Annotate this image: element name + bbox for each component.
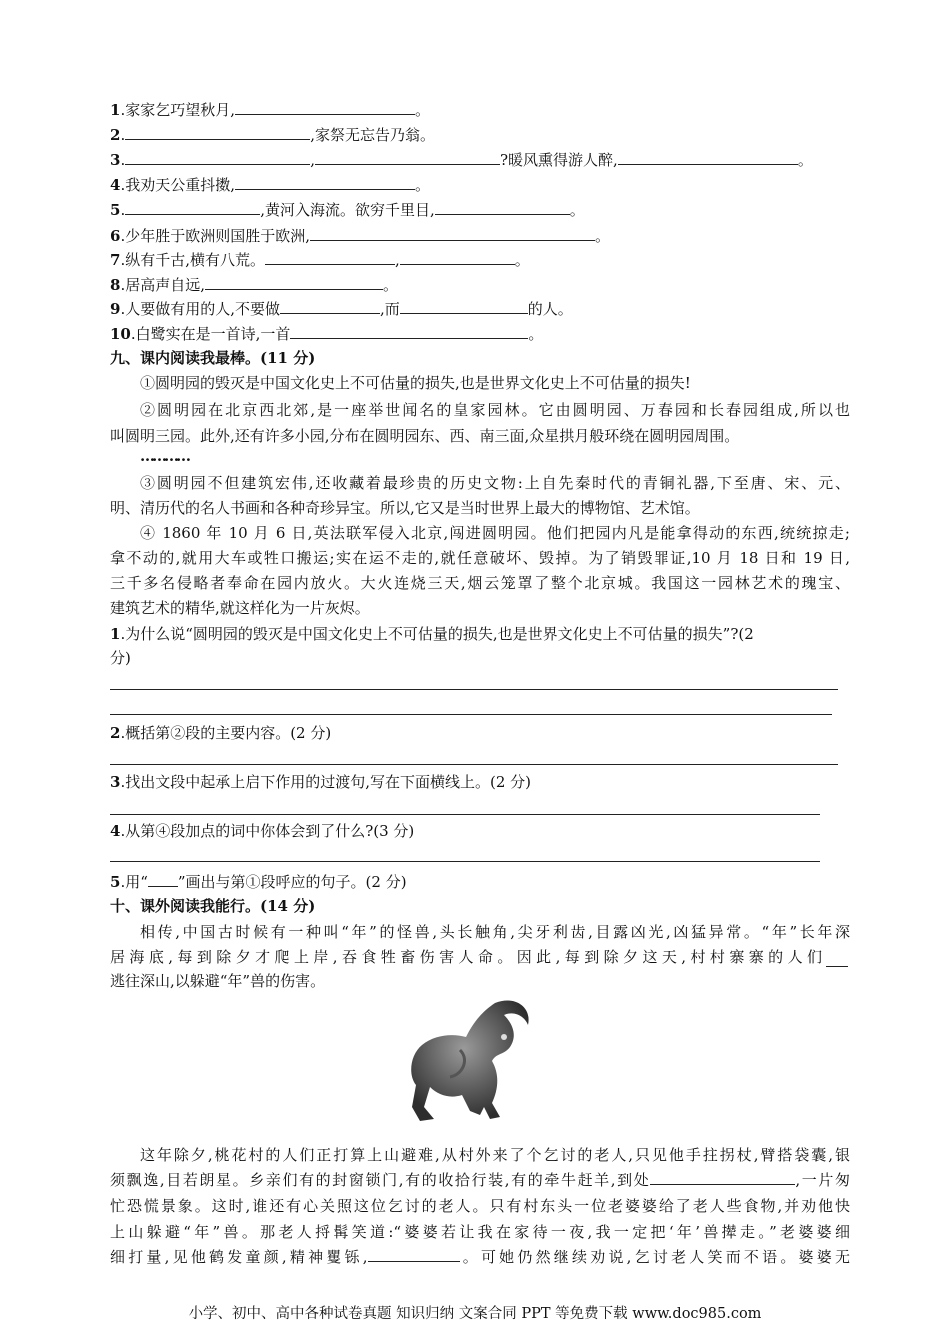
answer-line[interactable] (110, 714, 832, 715)
dotted-word: 放火 (310, 574, 344, 592)
item-text: 的人。 (527, 300, 573, 318)
fill-item-4 (110, 175, 430, 195)
dotted-word: 毁掉 (539, 549, 572, 567)
item-text: 。 (514, 251, 530, 269)
answer-blank[interactable] (125, 200, 260, 215)
item-number: 1 (110, 625, 121, 643)
item-text: , (310, 151, 315, 169)
item-text: .家家乞巧望秋月, (120, 101, 235, 119)
item-text: 。 (797, 151, 813, 169)
answer-blank[interactable] (826, 952, 848, 967)
item-number: 5 (110, 873, 121, 891)
question-5 (110, 872, 407, 892)
dotted-word: 掠走 (812, 524, 845, 542)
item-text: ?暖风熏得游人醉, (500, 151, 618, 169)
text: 。大火连烧三天,烟云笼罩了整个北京城。我国这一园林艺术的瑰宝、 (343, 574, 850, 592)
item-number: 4 (110, 822, 121, 840)
text: 拿不动的,就用大车或牲口 (110, 549, 297, 567)
item-text: .居高声自远, (120, 276, 205, 294)
passage-line: 逃往深山,以躲避“年”兽的伤害。 (110, 972, 326, 990)
fill-item-8 (110, 275, 398, 295)
dotted-word: 闯进 (448, 524, 482, 542)
item-text: . (120, 126, 126, 144)
item-text: .白鹭实在是一首诗,一首 (130, 325, 291, 343)
answer-blank[interactable] (315, 150, 500, 165)
question-text: .概括第②段的主要内容。(2 分) (120, 724, 332, 742)
item-number: 1 (110, 101, 121, 119)
answer-line[interactable] (110, 861, 820, 862)
question-1-cont: 分) (110, 649, 131, 667)
answer-blank[interactable] (280, 299, 380, 314)
fill-item-6 (110, 226, 610, 246)
passage-line (140, 523, 850, 543)
answer-blank[interactable] (235, 100, 415, 115)
dotted-word: 破坏 (489, 549, 523, 567)
text: 。为了销毁罪证,10 月 18 日和 19 日, (571, 549, 850, 567)
answer-blank[interactable] (400, 250, 515, 265)
fill-item-10 (110, 324, 543, 344)
item-number: 5 (110, 201, 121, 219)
item-text: ,家祭无忘告乃翁。 (310, 126, 435, 144)
passage-line (110, 548, 850, 568)
item-text: . (120, 201, 126, 219)
answer-blank[interactable] (435, 200, 570, 215)
text: 须飘逸,目若朗星。乡亲们有的封窗锁门,有的收拾行装,有的牵牛赶羊,到处 (110, 1171, 651, 1189)
answer-blank[interactable] (125, 125, 310, 140)
text: 细打量,见他鹤发童颜,精神矍铄, (110, 1248, 368, 1266)
answer-blank[interactable] (650, 1170, 795, 1185)
nian-beast-illustration (400, 995, 540, 1130)
item-text: . (120, 151, 126, 169)
passage-line: 相传,中国古时候有一种叫“年”的怪兽,头长触角,尖牙利齿,目露凶光,凶猛异常。“年”长年深 (140, 923, 850, 941)
question-text: .找出文段中起承上启下作用的过渡句,写在下面横线上。(2 分) (120, 773, 531, 791)
item-text: ,黄河入海流。欲穷千里目, (260, 201, 435, 219)
passage-line: ②圆明园在北京西北郊,是一座举世闻名的皇家园林。它由圆明园、万春园和长春园组成,所以也 (140, 401, 850, 419)
text: 、 (522, 549, 540, 567)
text: 圆明园。他们把园内凡是能拿得动的东西,统统 (481, 524, 813, 542)
item-number: 4 (110, 176, 121, 194)
answer-line[interactable] (110, 689, 838, 690)
item-number: 6 (110, 227, 121, 245)
item-text: .我劝天公重抖擞, (120, 176, 235, 194)
answer-blank[interactable] (235, 175, 415, 190)
answer-blank[interactable] (368, 1247, 460, 1262)
item-number: 10 (110, 325, 131, 343)
fill-item-5 (110, 200, 585, 220)
fill-item-1 (110, 100, 430, 120)
item-number: 7 (110, 251, 121, 269)
item-text: 。 (569, 201, 585, 219)
item-text: ,而 (379, 300, 400, 318)
item-text: 。 (528, 325, 544, 343)
item-text: 。 (414, 176, 430, 194)
answer-blank[interactable] (290, 324, 528, 339)
text: ,一片匆 (795, 1171, 850, 1189)
passage-line (110, 573, 850, 593)
section-9-heading: 九、课内阅读我最棒。(11 分) (110, 349, 316, 367)
text: 三千多名侵略者奉命在园内 (110, 574, 311, 592)
passage-line: 建筑艺术的精华,就这样化为一片灰烬。 (110, 599, 370, 617)
item-number: 9 (110, 300, 121, 318)
item-text: 。 (594, 227, 610, 245)
item-text: .人要做有用的人,不要做 (120, 300, 280, 318)
question-text: ”画出与第①段呼应的句子。(2 分) (177, 873, 407, 891)
section-10-heading: 十、课外阅读我能行。(14 分) (110, 897, 316, 915)
question-text: .用“ (120, 873, 148, 891)
item-number: 2 (110, 724, 121, 742)
item-text: 。 (414, 101, 430, 119)
dotted-word: 搬运 (296, 549, 330, 567)
fill-item-7 (110, 250, 530, 270)
answer-blank[interactable] (400, 299, 528, 314)
answer-blank[interactable] (125, 150, 310, 165)
answer-blank[interactable] (310, 226, 595, 241)
answer-blank[interactable] (618, 150, 798, 165)
passage-line: ③圆明园不但建筑宏伟,还收藏着最珍贵的历史文物:上自先秦时代的青铜礼器,下至唐、宋、元、 (140, 474, 850, 492)
footer-text: 小学、初中、高中各种试卷真题 知识归纳 文案合同 PPT 等免费下载 www.doc985.com (188, 1306, 762, 1322)
question-4 (110, 821, 414, 841)
passage-line: 这年除夕,桃花村的人们正打算上山避难,从村外来了个乞讨的老人,只见他手拄拐杖,臂搭袋囊,银 (140, 1146, 850, 1164)
item-number: 3 (110, 151, 121, 169)
item-text: 。 (382, 276, 398, 294)
text: ;实在运不走的,就任意 (329, 549, 490, 567)
answer-line[interactable] (110, 814, 820, 815)
text: 。可她仍然继续劝说,乞讨老人笑而不语。婆婆无 (459, 1248, 850, 1266)
text: ④ 1860 年 10 月 6 日,英法联军侵入北京, (140, 524, 449, 542)
passage-line (110, 1170, 850, 1190)
item-text: .纵有千古,横有八荒。 (120, 251, 265, 269)
fill-item-9 (110, 299, 573, 319)
text: 居海底,每到除夕才爬上岸,吞食牲畜伤害人命。因此,每到除夕这天,村村寨寨的人们 (110, 948, 822, 966)
fill-item-3 (110, 150, 813, 170)
passage-line: 上山躲避“年”兽。那老人捋髯笑道:“婆婆若让我在家待一夜,我一定把‘年’兽撵走。”老婆婆细 (110, 1223, 850, 1241)
underline-sample (148, 872, 178, 887)
passage-line (110, 1247, 850, 1267)
passage-line: 叫圆明三园。此外,还有许多小园,分布在圆明园东、西、南三面,众星拱月般环绕在圆明园周围。 (110, 427, 740, 445)
item-number: 2 (110, 126, 121, 144)
answer-blank[interactable] (205, 275, 383, 290)
passage-line: 忙恐慌景象。这时,谁还有心关照这位乞讨的老人。只有村东头一位老婆婆给了老人些食物,并劝他快 (110, 1197, 850, 1215)
question-2 (110, 723, 331, 743)
passage-line: ①圆明园的毁灭是中国文化史上不可估量的损失,也是世界文化史上不可估量的损失! (140, 374, 691, 392)
item-number: 3 (110, 773, 121, 791)
passage-line: 明、清历代的名人书画和各种奇珍异宝。所以,它又是当时世界上最大的博物馆、艺术馆。 (110, 499, 700, 517)
ellipsis: ………… (140, 447, 188, 465)
question-3 (110, 772, 531, 792)
answer-line[interactable] (110, 764, 838, 765)
question-text: .从第④段加点的词中你体会到了什么?(3 分) (120, 822, 415, 840)
question-1 (110, 624, 754, 644)
item-text: , (394, 251, 400, 269)
question-text: .为什么说“圆明园的毁灭是中国文化史上不可估量的损失,也是世界文化史上不可估量的损失”?(2 (120, 625, 754, 643)
answer-blank[interactable] (265, 250, 395, 265)
passage-line (110, 947, 850, 972)
item-number: 8 (110, 276, 121, 294)
fill-item-2 (110, 125, 435, 145)
text: ; (844, 524, 850, 542)
item-text: .少年胜于欧洲则国胜于欧洲, (120, 227, 310, 245)
